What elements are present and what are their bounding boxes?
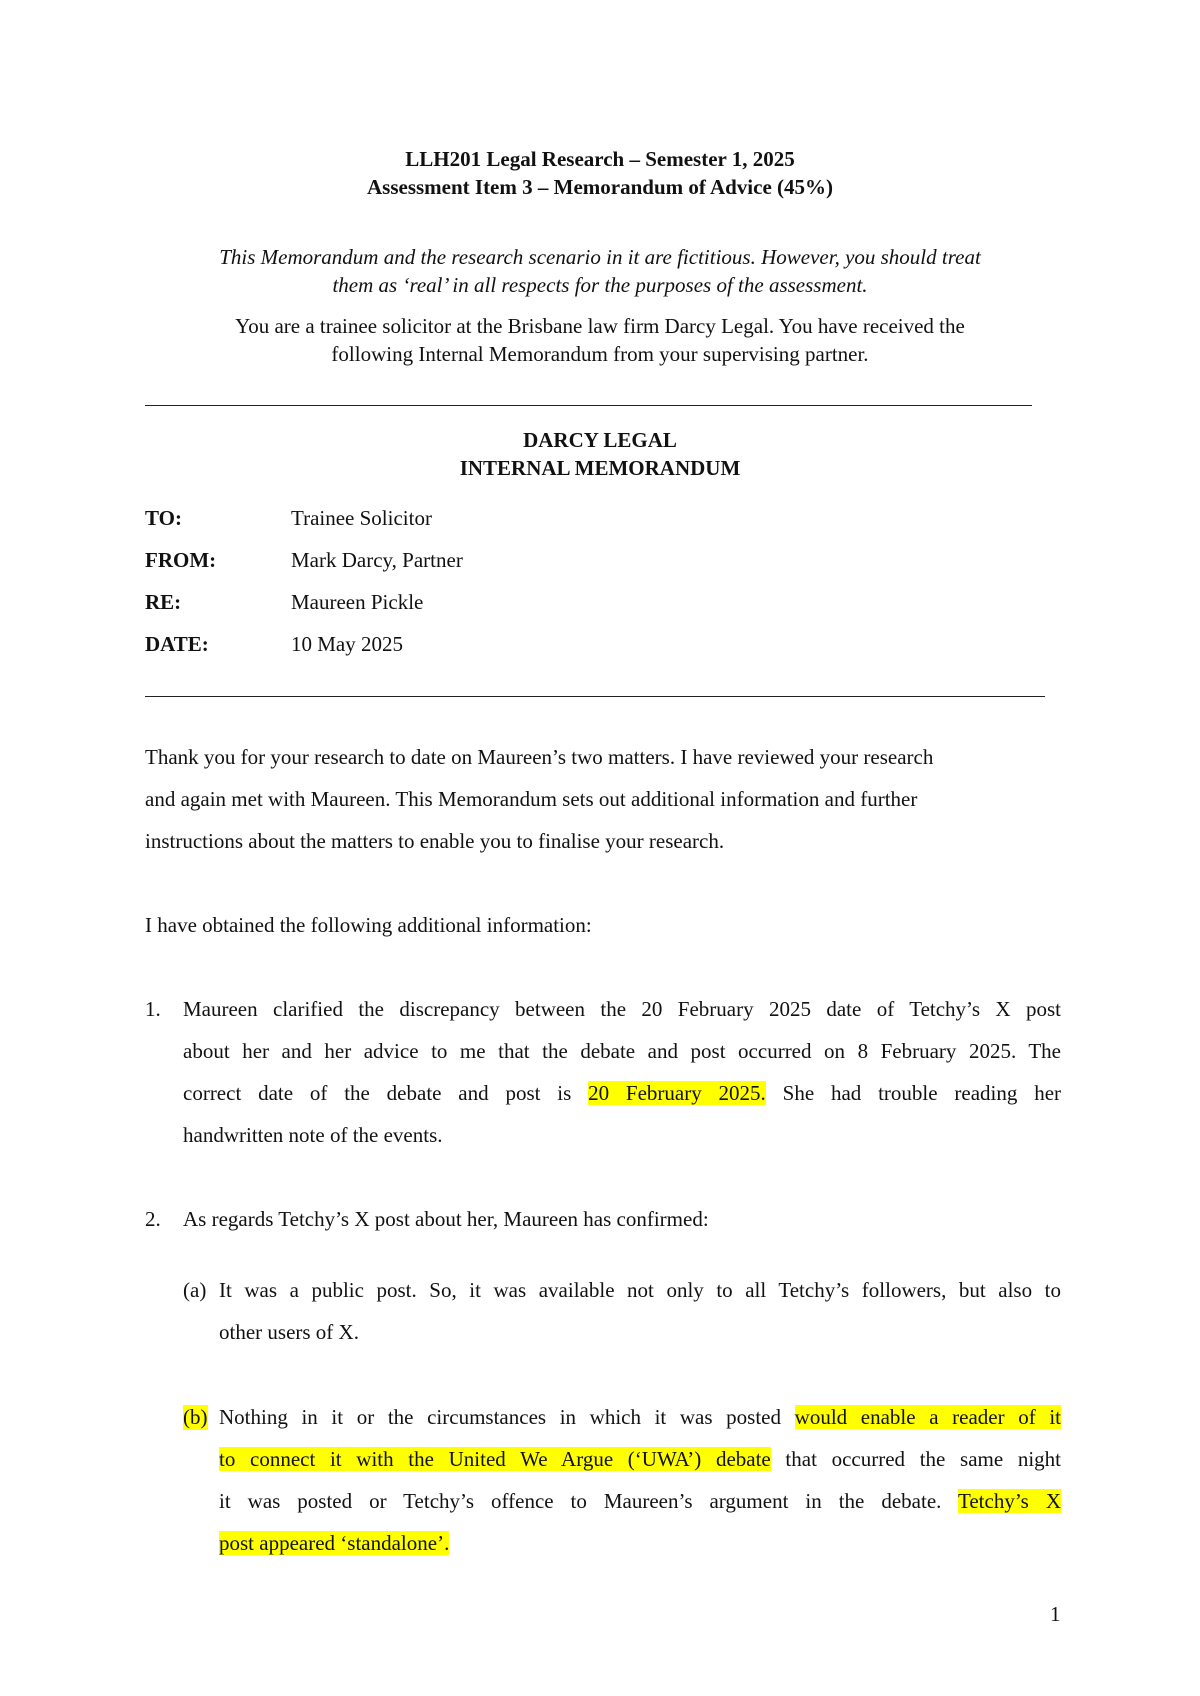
to-value: Trainee Solicitor bbox=[291, 506, 432, 530]
item-2b-line-3-start: it was posted or Tetchy’s offence to Maureen’s argument in the debate. bbox=[219, 1489, 942, 1513]
paragraph-1-line-2: and again met with Maureen. This Memorandum sets out additional information and further bbox=[145, 787, 918, 811]
divider-bottom bbox=[145, 696, 1045, 697]
item-1-line-3-start: correct date of the debate and post is bbox=[183, 1081, 572, 1105]
item-2a-label: (a) bbox=[183, 1278, 207, 1302]
item-2b-label: (b) bbox=[183, 1405, 208, 1429]
from-value: Mark Darcy, Partner bbox=[291, 548, 463, 572]
item-2-intro: As regards Tetchy’s X post about her, Maureen has confirmed: bbox=[183, 1207, 709, 1231]
date-label: DATE: bbox=[145, 632, 209, 656]
item-2-number: 2. bbox=[145, 1207, 161, 1231]
re-value: Maureen Pickle bbox=[291, 590, 424, 614]
course-title: LLH201 Legal Research – Semester 1, 2025 bbox=[405, 147, 795, 171]
to-label: TO: bbox=[145, 506, 182, 530]
disclaimer-line-2: them as ‘real’ in all respects for the purposes of the assessment. bbox=[332, 273, 868, 297]
item-1-number: 1. bbox=[145, 997, 161, 1021]
from-label: FROM: bbox=[145, 548, 217, 572]
date-value: 10 May 2025 bbox=[291, 632, 403, 656]
item-1-line-4: handwritten note of the events. bbox=[183, 1123, 443, 1147]
item-2a-line-1: It was a public post. So, it was available not only to all Tetchy’s followers, but also to bbox=[219, 1278, 1061, 1302]
highlight-standalone-2: post appeared ‘standalone’. bbox=[219, 1531, 450, 1555]
intro-line-1: You are a trainee solicitor at the Brisbane law firm Darcy Legal. You have received the bbox=[235, 314, 965, 338]
item-2b-line-3 bbox=[219, 1489, 1061, 1514]
item-2a-line-2: other users of X. bbox=[219, 1320, 359, 1344]
paragraph-2: I have obtained the following additional information: bbox=[145, 913, 592, 937]
item-2b-line-1-start: Nothing in it or the circumstances in which it was posted bbox=[219, 1405, 782, 1429]
item-2b-line-4 bbox=[219, 1531, 449, 1556]
paragraph-1-line-1: Thank you for your research to date on Maureen’s two matters. I have reviewed your research bbox=[145, 745, 934, 769]
disclaimer-line-1: This Memorandum and the research scenario in it are fictitious. However, you should treat bbox=[219, 245, 981, 269]
item-2b-line-2 bbox=[219, 1447, 1061, 1472]
item-2b-line-2-end: that occurred the same night bbox=[785, 1447, 1062, 1471]
highlight-standalone-1: Tetchy’s X bbox=[958, 1489, 1061, 1513]
page-number: 1 bbox=[1050, 1602, 1061, 1626]
firm-name: DARCY LEGAL bbox=[523, 428, 677, 452]
item-1-line-1: Maureen clarified the discrepancy between the 20 February 2025 date of Tetchy’s X post bbox=[183, 997, 1061, 1021]
re-label: RE: bbox=[145, 590, 182, 614]
divider-top bbox=[145, 405, 1032, 406]
assessment-title: Assessment Item 3 – Memorandum of Advice (45%) bbox=[366, 175, 834, 199]
highlight-reader-connect-2: to connect it with the United We Argue (‘UWA’) debate bbox=[219, 1447, 771, 1471]
item-1-line-3 bbox=[183, 1081, 1061, 1106]
memo-title: INTERNAL MEMORANDUM bbox=[459, 456, 741, 480]
highlight-date: 20 February 2025. bbox=[588, 1081, 766, 1105]
item-2b-line-1 bbox=[219, 1405, 1061, 1430]
item-1-line-2: about her and her advice to me that the debate and post occurred on 8 February 2025. The bbox=[183, 1039, 1061, 1063]
highlight-reader-connect-1: would enable a reader of it bbox=[794, 1405, 1062, 1429]
intro-line-2: following Internal Memorandum from your supervising partner. bbox=[331, 342, 869, 366]
item-1-line-3-end: She had trouble reading her bbox=[782, 1081, 1062, 1105]
paragraph-1-line-3: instructions about the matters to enable you to finalise your research. bbox=[145, 829, 725, 853]
